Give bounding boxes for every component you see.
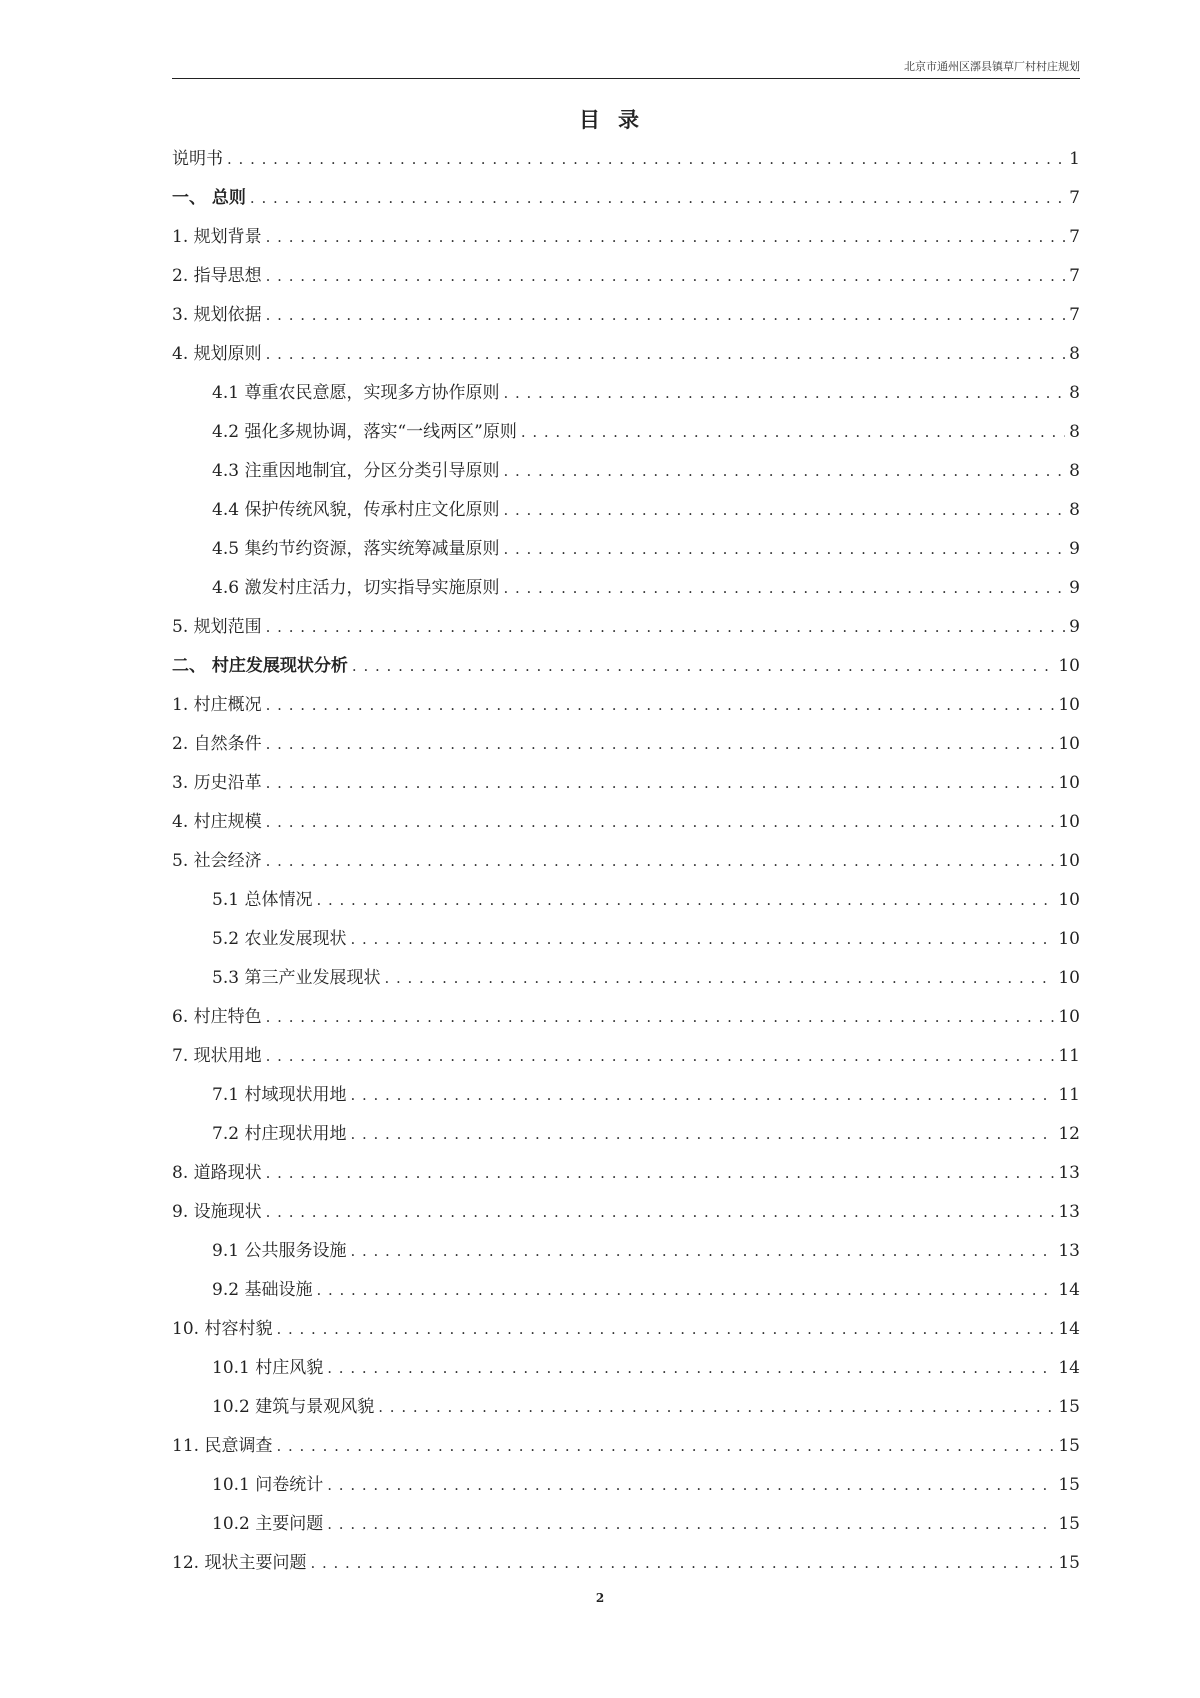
- toc-entry-page: 10: [1058, 929, 1080, 949]
- toc-dot-leader: [503, 374, 1065, 413]
- toc-entry-label: 5. 规划范围: [172, 617, 262, 637]
- toc-entry-label: 1. 村庄概况: [172, 695, 262, 715]
- toc-entry[interactable]: [172, 1310, 1080, 1349]
- toc-entry-page: 7: [1069, 305, 1080, 325]
- toc-entry-page: 13: [1058, 1163, 1080, 1183]
- toc-entry-page: 15: [1058, 1436, 1080, 1456]
- toc-entry[interactable]: [172, 1388, 1080, 1427]
- toc-dot-leader: [327, 1505, 1054, 1544]
- toc-dot-leader: [266, 1154, 1055, 1193]
- toc-entry[interactable]: [172, 959, 1080, 998]
- toc-entry-label: 4.2 强化多规协调，落实“一线两区”原则: [212, 422, 517, 442]
- toc-entry-label: 10.2 主要问题: [212, 1514, 324, 1534]
- toc-entry-page: 13: [1058, 1241, 1080, 1261]
- toc-entry-label: 4. 村庄规模: [172, 812, 262, 832]
- toc-dot-leader: [378, 1388, 1054, 1427]
- toc-entry-label: 10.1 问卷统计: [212, 1475, 324, 1495]
- toc-entry-page: 7: [1069, 188, 1080, 208]
- toc-entry-page: 15: [1058, 1475, 1080, 1495]
- toc-entry-label: 4.4 保护传统风貌，传承村庄文化原则: [212, 500, 500, 520]
- toc-entry-page: 8: [1069, 422, 1080, 442]
- toc-dot-leader: [327, 1349, 1054, 1388]
- toc-entry-page: 8: [1069, 344, 1080, 364]
- toc-entry[interactable]: [172, 725, 1080, 764]
- toc-entry-label: 9.2 基础设施: [212, 1280, 313, 1300]
- toc-entry[interactable]: [172, 1427, 1080, 1466]
- toc-entry-label: 二、 村庄发展现状分析: [172, 656, 348, 676]
- toc-entry-page: 15: [1058, 1514, 1080, 1534]
- toc-dot-leader: [327, 1466, 1054, 1505]
- toc-entry[interactable]: [172, 881, 1080, 920]
- toc-entry[interactable]: [172, 1232, 1080, 1271]
- toc-dot-leader: [266, 998, 1055, 1037]
- toc-entry-label: 7.1 村域现状用地: [212, 1085, 347, 1105]
- toc-entry-page: 10: [1058, 656, 1080, 676]
- toc-entry-page: 10: [1058, 812, 1080, 832]
- toc-entry[interactable]: [172, 179, 1080, 218]
- toc-entry-label: 12. 现状主要问题: [172, 1553, 307, 1573]
- toc-entry-label: 11. 民意调查: [172, 1436, 273, 1456]
- toc-entry-page: 10: [1058, 1007, 1080, 1027]
- toc-entry-page: 8: [1069, 461, 1080, 481]
- toc-entry[interactable]: [172, 1544, 1080, 1583]
- toc-entry-label: 3. 历史沿革: [172, 773, 262, 793]
- toc-entry-label: 5.2 农业发展现状: [212, 929, 347, 949]
- toc-entry-page: 1: [1069, 149, 1080, 169]
- toc-entry[interactable]: [172, 296, 1080, 335]
- toc-entry[interactable]: [172, 1154, 1080, 1193]
- toc-entry[interactable]: [172, 998, 1080, 1037]
- toc-entry[interactable]: [172, 1115, 1080, 1154]
- toc-entry[interactable]: [172, 1466, 1080, 1505]
- toc-dot-leader: [250, 179, 1065, 218]
- toc-entry[interactable]: [172, 1349, 1080, 1388]
- toc-entry-page: 8: [1069, 500, 1080, 520]
- toc-entry-page: 8: [1069, 383, 1080, 403]
- toc-entry[interactable]: [172, 335, 1080, 374]
- toc-entry-page: 14: [1058, 1319, 1080, 1339]
- toc-dot-leader: [266, 257, 1066, 296]
- toc-entry[interactable]: [172, 257, 1080, 296]
- toc-entry-page: 10: [1058, 773, 1080, 793]
- toc-entry-label: 4.6 激发村庄活力，切实指导实施原则: [212, 578, 500, 598]
- toc-entry-label: 7. 现状用地: [172, 1046, 262, 1066]
- toc-entry[interactable]: [172, 1193, 1080, 1232]
- toc-entry[interactable]: [172, 374, 1080, 413]
- toc-dot-leader: [503, 491, 1065, 530]
- toc-entry-label: 4.3 注重因地制宜，分区分类引导原则: [212, 461, 500, 481]
- toc-dot-leader: [521, 413, 1065, 452]
- toc-entry[interactable]: [172, 530, 1080, 569]
- toc-entry[interactable]: [172, 491, 1080, 530]
- toc-dot-leader: [266, 335, 1066, 374]
- toc-entry-label: 5.1 总体情况: [212, 890, 313, 910]
- running-header: 北京市通州区漷县镇草厂村村庄规划: [904, 60, 1080, 73]
- toc-entry-label: 3. 规划依据: [172, 305, 262, 325]
- toc-entry[interactable]: [172, 452, 1080, 491]
- toc-entry-label: 4. 规划原则: [172, 344, 262, 364]
- toc-entry-page: 7: [1069, 227, 1080, 247]
- toc-dot-leader: [276, 1427, 1054, 1466]
- toc-entry[interactable]: [172, 1271, 1080, 1310]
- toc-entry[interactable]: [172, 608, 1080, 647]
- toc-entry[interactable]: [172, 686, 1080, 725]
- toc-entry-page: 13: [1058, 1202, 1080, 1222]
- toc-entry-label: 8. 道路现状: [172, 1163, 262, 1183]
- toc-entry[interactable]: [172, 764, 1080, 803]
- toc-entry-label: 6. 村庄特色: [172, 1007, 262, 1027]
- toc-entry-label: 说明书: [172, 149, 223, 169]
- toc-entry-page: 15: [1058, 1397, 1080, 1417]
- toc-entry[interactable]: [172, 140, 1080, 179]
- toc-entry-label: 10. 村容村貌: [172, 1319, 273, 1339]
- toc-list: [172, 140, 1080, 1583]
- toc-entry-page: 10: [1058, 695, 1080, 715]
- toc-dot-leader: [384, 959, 1054, 998]
- toc-entry[interactable]: [172, 413, 1080, 452]
- toc-entry-page: 14: [1058, 1358, 1080, 1378]
- toc-entry-page: 11: [1058, 1085, 1080, 1105]
- toc-entry-label: 1. 规划背景: [172, 227, 262, 247]
- toc-entry[interactable]: [172, 803, 1080, 842]
- toc-title: 目录: [579, 108, 657, 132]
- toc-dot-leader: [350, 1076, 1054, 1115]
- toc-dot-leader: [266, 803, 1055, 842]
- toc-entry-page: 15: [1058, 1553, 1080, 1573]
- toc-entry-page: 10: [1058, 734, 1080, 754]
- toc-dot-leader: [266, 764, 1055, 803]
- toc-entry-label: 7.2 村庄现状用地: [212, 1124, 347, 1144]
- toc-entry-page: 9: [1069, 578, 1080, 598]
- toc-dot-leader: [266, 1193, 1055, 1232]
- toc-entry[interactable]: [172, 569, 1080, 608]
- toc-entry[interactable]: [172, 1076, 1080, 1115]
- toc-dot-leader: [503, 530, 1065, 569]
- toc-entry[interactable]: [172, 920, 1080, 959]
- toc-entry-page: 10: [1058, 851, 1080, 871]
- toc-entry-page: 14: [1058, 1280, 1080, 1300]
- toc-entry-page: 12: [1058, 1124, 1080, 1144]
- toc-entry-label: 4.5 集约节约资源，落实统筹减量原则: [212, 539, 500, 559]
- toc-dot-leader: [276, 1310, 1054, 1349]
- toc-entry-page: 9: [1069, 539, 1080, 559]
- toc-entry-label: 10.2 建筑与景观风貌: [212, 1397, 375, 1417]
- toc-dot-leader: [227, 140, 1065, 179]
- toc-entry-label: 2. 自然条件: [172, 734, 262, 754]
- toc-dot-leader: [503, 452, 1065, 491]
- toc-entry-label: 2. 指导思想: [172, 266, 262, 286]
- toc-dot-leader: [352, 647, 1054, 686]
- toc-entry-label: 5. 社会经济: [172, 851, 262, 871]
- toc-entry-label: 9.1 公共服务设施: [212, 1241, 347, 1261]
- toc-dot-leader: [316, 881, 1054, 920]
- toc-dot-leader: [266, 842, 1055, 881]
- toc-dot-leader: [350, 1115, 1054, 1154]
- toc-entry[interactable]: [172, 647, 1080, 686]
- toc-dot-leader: [266, 218, 1066, 257]
- page-number: 2: [595, 1591, 605, 1605]
- toc-entry-label: 5.3 第三产业发展现状: [212, 968, 381, 988]
- toc-entry-label: 9. 设施现状: [172, 1202, 262, 1222]
- toc-dot-leader: [503, 569, 1065, 608]
- toc-entry-page: 10: [1058, 890, 1080, 910]
- toc-dot-leader: [266, 686, 1055, 725]
- toc-entry[interactable]: [172, 1037, 1080, 1076]
- toc-dot-leader: [266, 725, 1055, 764]
- toc-dot-leader: [350, 1232, 1054, 1271]
- toc-entry[interactable]: [172, 1505, 1080, 1544]
- toc-dot-leader: [266, 1037, 1055, 1076]
- toc-dot-leader: [266, 296, 1066, 335]
- toc-entry-page: 11: [1058, 1046, 1080, 1066]
- toc-entry-page: 9: [1069, 617, 1080, 637]
- toc-entry-label: 4.1 尊重农民意愿，实现多方协作原则: [212, 383, 500, 403]
- toc-entry-page: 7: [1069, 266, 1080, 286]
- toc-entry-label: 一、 总则: [172, 188, 246, 208]
- toc-dot-leader: [266, 608, 1066, 647]
- toc-entry-page: 10: [1058, 968, 1080, 988]
- toc-dot-leader: [310, 1544, 1054, 1583]
- toc-dot-leader: [350, 920, 1054, 959]
- toc-entry[interactable]: [172, 842, 1080, 881]
- toc-entry[interactable]: [172, 218, 1080, 257]
- header-rule: [172, 78, 1080, 79]
- toc-entry-label: 10.1 村庄风貌: [212, 1358, 324, 1378]
- toc-dot-leader: [316, 1271, 1054, 1310]
